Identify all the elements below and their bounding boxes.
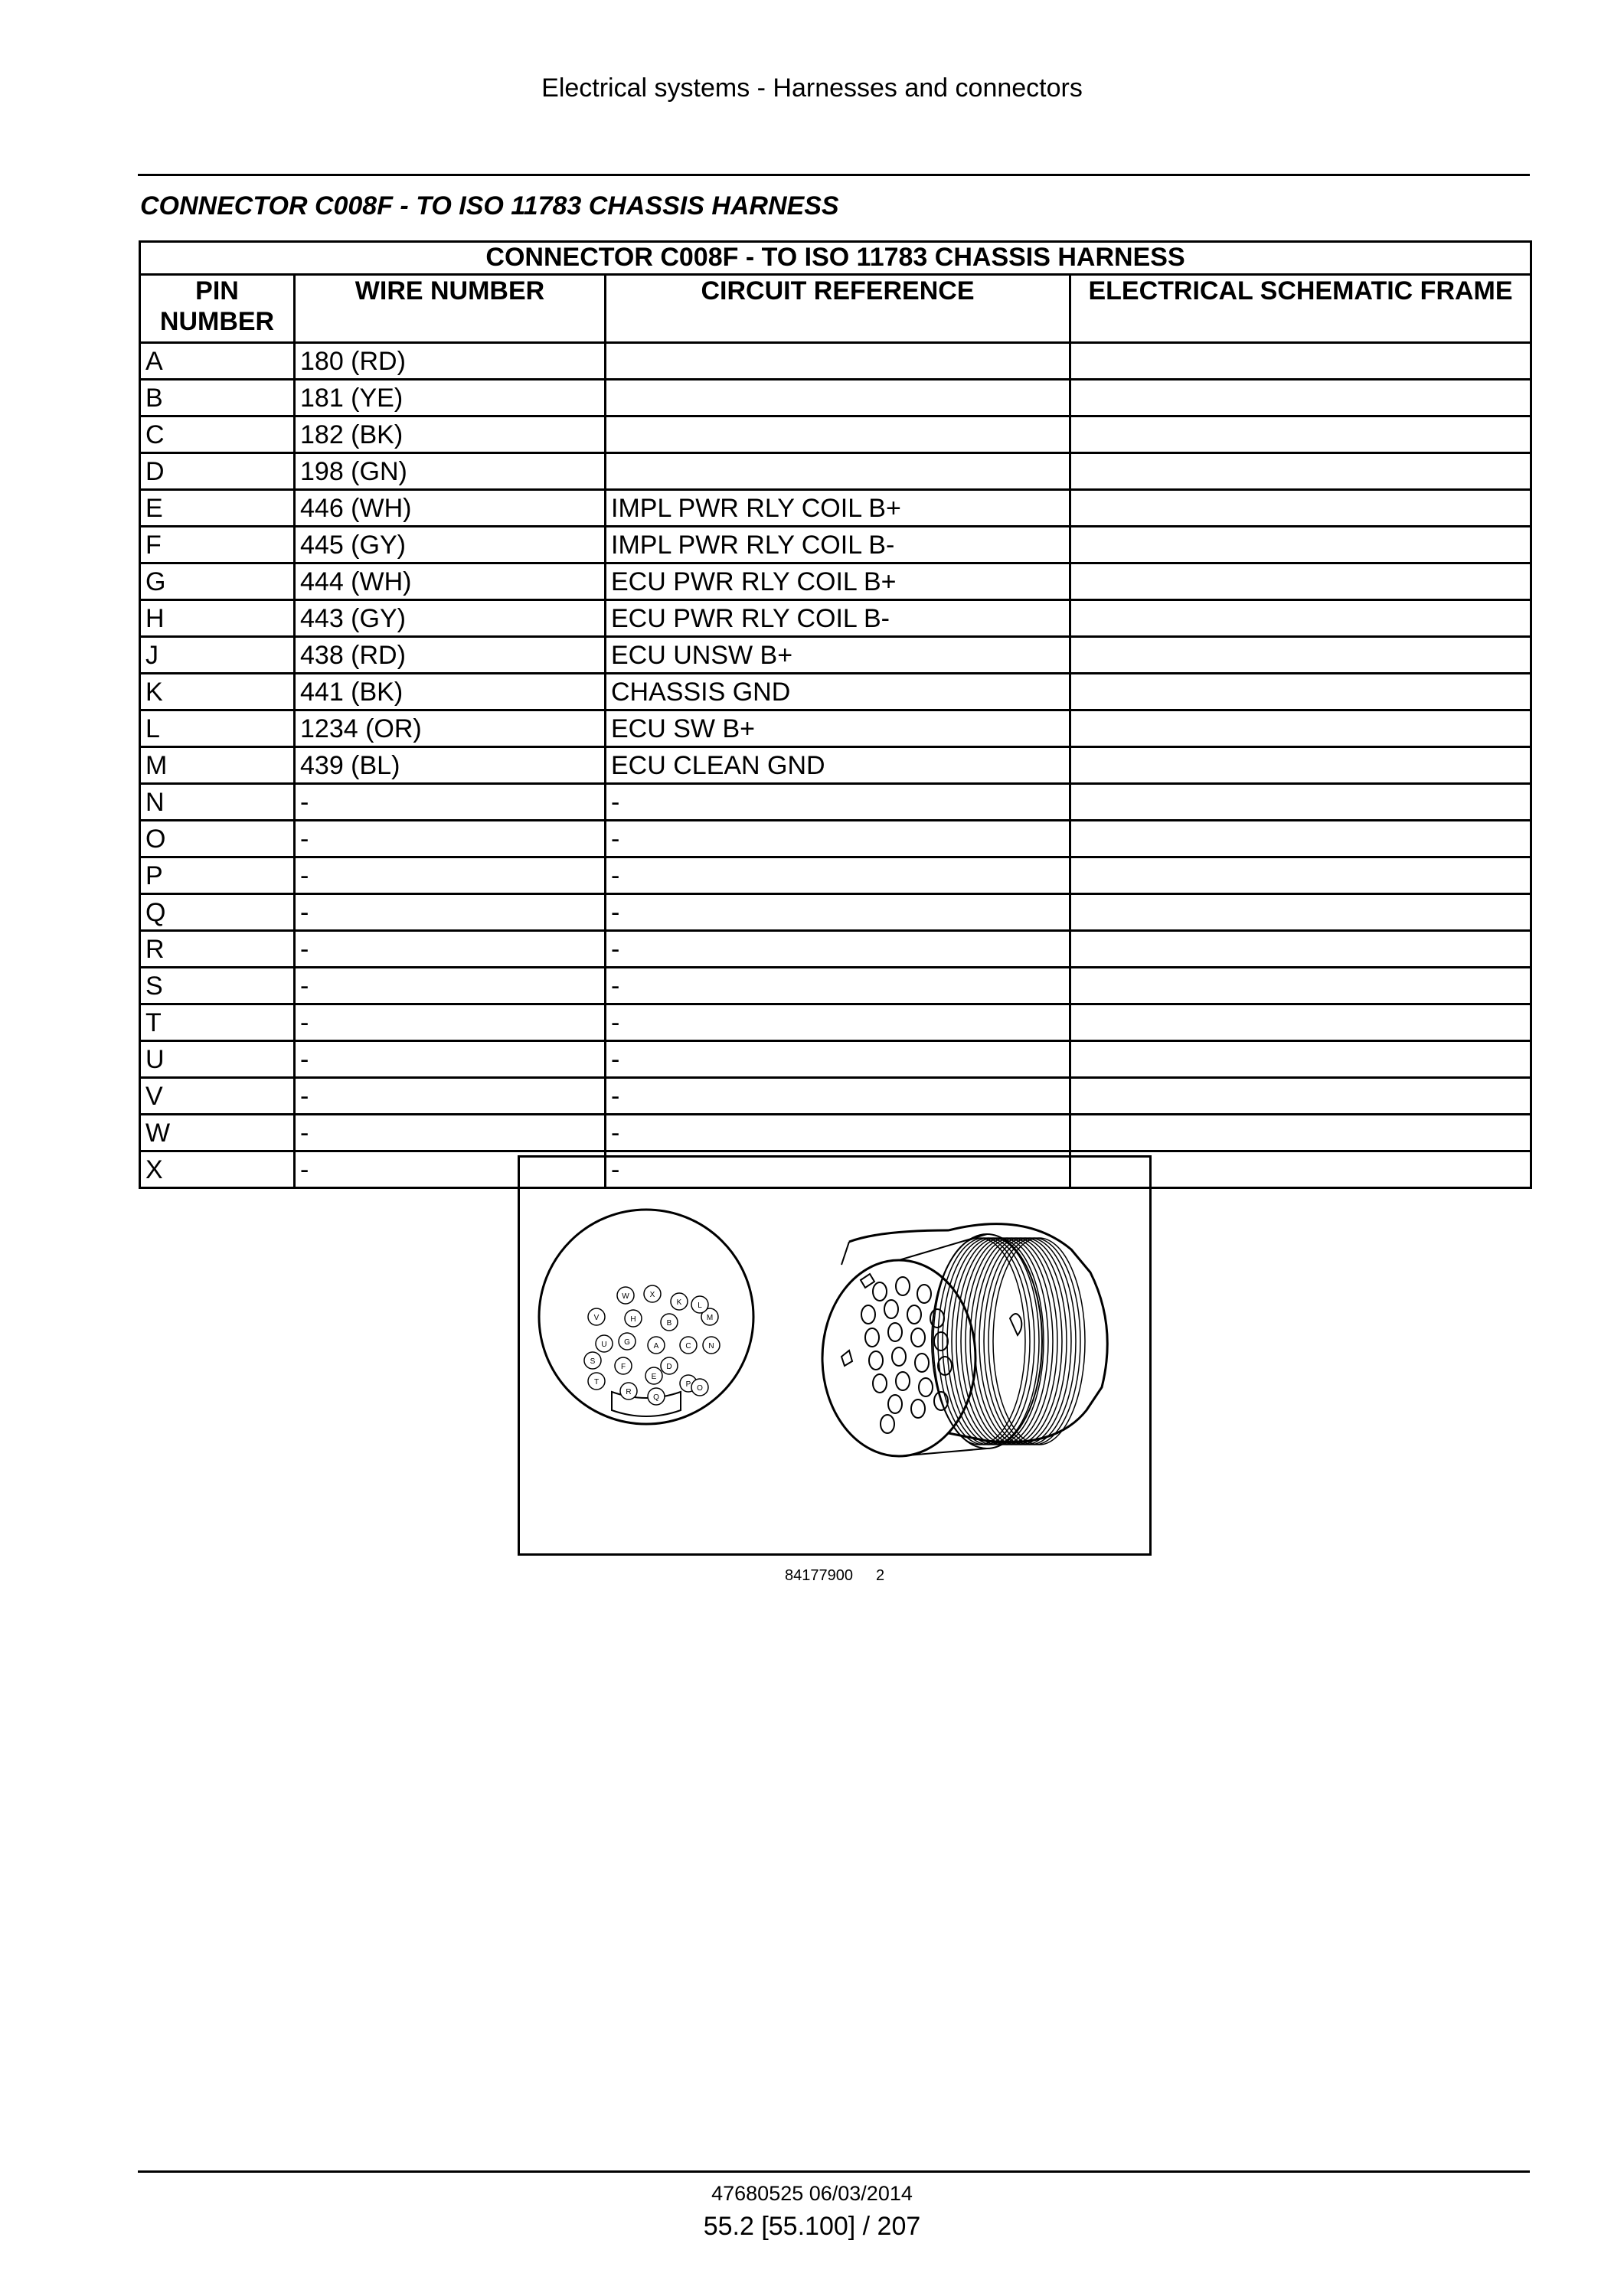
- column-header-schematic-frame: ELECTRICAL SCHEMATIC FRAME: [1070, 275, 1531, 343]
- section-title: CONNECTOR C008F - TO ISO 11783 CHASSIS HARNESS: [140, 191, 839, 220]
- face-pin-label: C: [685, 1342, 691, 1350]
- schematic-frame-cell: [1070, 894, 1531, 931]
- table-row: [140, 821, 1531, 857]
- face-pin-label: R: [626, 1388, 632, 1396]
- connector-perspective-view: [822, 1224, 1107, 1456]
- circuit-reference-cell: IMPL PWR RLY COIL B-: [606, 527, 1070, 563]
- wire-number-cell: 444 (WH): [295, 563, 606, 600]
- wire-number-cell: 180 (RD): [295, 343, 606, 380]
- table-row: [140, 563, 1531, 600]
- circuit-reference-cell: [606, 416, 1070, 453]
- face-pin-label: E: [651, 1373, 657, 1381]
- circuit-reference-cell: -: [606, 784, 1070, 821]
- circuit-reference-cell: ECU PWR RLY COIL B-: [606, 600, 1070, 637]
- schematic-frame-cell: [1070, 490, 1531, 527]
- circuit-reference-cell: -: [606, 1151, 1070, 1188]
- circuit-reference-cell: [606, 380, 1070, 416]
- document-id-date: 47680525 06/03/2014: [711, 2182, 913, 2205]
- perspective-pin-hole: [934, 1332, 948, 1350]
- schematic-frame-cell: [1070, 710, 1531, 747]
- pin-number-cell: V: [140, 1078, 295, 1115]
- table-row: [140, 527, 1531, 563]
- circuit-reference-cell: -: [606, 1115, 1070, 1151]
- face-pin-label: B: [666, 1319, 672, 1328]
- wire-number-cell: 439 (BL): [295, 747, 606, 784]
- wire-number-cell: -: [295, 821, 606, 857]
- pin-number-cell: D: [140, 453, 295, 490]
- table-row: [140, 674, 1531, 710]
- circuit-reference-cell: -: [606, 1041, 1070, 1078]
- schematic-frame-cell: [1070, 1115, 1531, 1151]
- face-pin-label: Q: [653, 1393, 659, 1402]
- circuit-reference-cell: ECU UNSW B+: [606, 637, 1070, 674]
- perspective-pin-hole: [888, 1395, 902, 1413]
- pin-number-cell: B: [140, 380, 295, 416]
- schematic-frame-cell: [1070, 416, 1531, 453]
- circuit-reference-cell: [606, 343, 1070, 380]
- header-rule: [138, 174, 1530, 176]
- schematic-frame-cell: [1070, 1004, 1531, 1041]
- face-pin-label: M: [706, 1314, 714, 1322]
- table-row: [140, 968, 1531, 1004]
- table-row: [140, 1004, 1531, 1041]
- table-row: [140, 1041, 1531, 1078]
- wire-number-cell: 438 (RD): [295, 637, 606, 674]
- pin-number-cell: U: [140, 1041, 295, 1078]
- circuit-reference-cell: IMPL PWR RLY COIL B+: [606, 490, 1070, 527]
- wire-number-cell: 181 (YE): [295, 380, 606, 416]
- face-pin-label: F: [620, 1363, 626, 1371]
- table-row: [140, 600, 1531, 637]
- wire-number-cell: -: [295, 784, 606, 821]
- perspective-pin-hole: [884, 1300, 898, 1318]
- table-row: [140, 343, 1531, 380]
- schematic-frame-cell: [1070, 380, 1531, 416]
- figure-number: 2: [875, 1567, 885, 1584]
- perspective-pin-hole: [888, 1323, 902, 1341]
- schematic-frame-cell: [1070, 1078, 1531, 1115]
- face-pin-label: U: [601, 1341, 607, 1349]
- pin-number-cell: A: [140, 343, 295, 380]
- table-row: [140, 894, 1531, 931]
- wire-number-cell: 445 (GY): [295, 527, 606, 563]
- wire-number-cell: -: [295, 1151, 606, 1188]
- pin-number-cell: E: [140, 490, 295, 527]
- wire-number-cell: 182 (BK): [295, 416, 606, 453]
- perspective-pin-hole: [865, 1328, 879, 1347]
- pin-number-cell: T: [140, 1004, 295, 1041]
- table-row: [140, 453, 1531, 490]
- wire-number-cell: -: [295, 857, 606, 894]
- wire-number-cell: 441 (BK): [295, 674, 606, 710]
- circuit-reference-cell: ECU PWR RLY COIL B+: [606, 563, 1070, 600]
- schematic-frame-cell: [1070, 747, 1531, 784]
- wire-number-cell: 443 (GY): [295, 600, 606, 637]
- pin-number-cell: X: [140, 1151, 295, 1188]
- pin-number-cell: N: [140, 784, 295, 821]
- table-row: [140, 857, 1531, 894]
- schematic-frame-cell: [1070, 857, 1531, 894]
- pin-number-cell: G: [140, 563, 295, 600]
- schematic-frame-cell: [1070, 637, 1531, 674]
- table-row: [140, 380, 1531, 416]
- pin-number-cell: K: [140, 674, 295, 710]
- perspective-pin-hole: [915, 1354, 929, 1372]
- column-header-pin-number: PIN NUMBER: [140, 275, 295, 343]
- wire-number-cell: 1234 (OR): [295, 710, 606, 747]
- schematic-frame-cell: [1070, 600, 1531, 637]
- circuit-reference-cell: -: [606, 931, 1070, 968]
- wire-number-cell: -: [295, 1078, 606, 1115]
- circuit-reference-cell: -: [606, 821, 1070, 857]
- pin-number-cell: F: [140, 527, 295, 563]
- face-pin-label: L: [698, 1302, 702, 1310]
- pin-number-cell: H: [140, 600, 295, 637]
- column-header-wire-number: WIRE NUMBER: [295, 275, 606, 343]
- table-caption: CONNECTOR C008F - TO ISO 11783 CHASSIS HARNESS: [140, 242, 1531, 275]
- schematic-frame-cell: [1070, 527, 1531, 563]
- circuit-reference-cell: -: [606, 894, 1070, 931]
- wire-number-cell: -: [295, 968, 606, 1004]
- table-row: [140, 490, 1531, 527]
- perspective-pin-hole: [892, 1347, 906, 1366]
- schematic-frame-cell: [1070, 563, 1531, 600]
- pin-number-cell: S: [140, 968, 295, 1004]
- figure-id: 84177900: [785, 1567, 853, 1584]
- face-pin-label: T: [593, 1378, 600, 1386]
- pin-number-cell: R: [140, 931, 295, 968]
- schematic-frame-cell: [1070, 1041, 1531, 1078]
- schematic-frame-cell: [1070, 931, 1531, 968]
- face-pin-label: W: [622, 1292, 629, 1301]
- circuit-reference-cell: -: [606, 857, 1070, 894]
- face-pin-label: K: [676, 1298, 682, 1307]
- face-pin-label: G: [624, 1338, 630, 1347]
- perspective-pin-hole: [896, 1277, 910, 1295]
- circuit-reference-cell: -: [606, 1078, 1070, 1115]
- perspective-pin-hole: [911, 1399, 925, 1418]
- perspective-pin-hole: [919, 1378, 933, 1396]
- perspective-pin-hole: [917, 1285, 931, 1303]
- wire-number-cell: -: [295, 1115, 606, 1151]
- pin-number-cell: M: [140, 747, 295, 784]
- page-reference: 55.2 [55.100] / 207: [703, 2212, 921, 2241]
- wire-number-cell: -: [295, 1004, 606, 1041]
- wire-number-cell: -: [295, 894, 606, 931]
- wire-number-cell: 446 (WH): [295, 490, 606, 527]
- table-row: [140, 747, 1531, 784]
- face-pin-label: D: [666, 1363, 672, 1371]
- perspective-pin-hole: [861, 1305, 875, 1324]
- pin-number-cell: Q: [140, 894, 295, 931]
- schematic-frame-cell: [1070, 453, 1531, 490]
- table-row: [140, 931, 1531, 968]
- circuit-reference-cell: -: [606, 1004, 1070, 1041]
- table-row: [140, 637, 1531, 674]
- face-pin-label: A: [653, 1342, 659, 1350]
- schematic-frame-cell: [1070, 784, 1531, 821]
- schematic-frame-cell: [1070, 821, 1531, 857]
- perspective-pin-hole: [911, 1328, 925, 1347]
- face-pin-label: H: [630, 1315, 636, 1324]
- perspective-pin-hole: [869, 1351, 883, 1370]
- table-row: [140, 1078, 1531, 1115]
- pin-number-cell: W: [140, 1115, 295, 1151]
- pin-number-cell: P: [140, 857, 295, 894]
- perspective-pin-hole: [873, 1282, 887, 1301]
- schematic-frame-cell: [1070, 968, 1531, 1004]
- connector-pin-table: [139, 240, 1532, 1189]
- connector-face-view: [539, 1210, 753, 1424]
- circuit-reference-cell: ECU CLEAN GND: [606, 747, 1070, 784]
- pin-number-cell: L: [140, 710, 295, 747]
- table-row: [140, 416, 1531, 453]
- footer-rule: [138, 2170, 1530, 2173]
- wire-number-cell: -: [295, 931, 606, 968]
- circuit-reference-cell: [606, 453, 1070, 490]
- schematic-frame-cell: [1070, 674, 1531, 710]
- face-pin-label: S: [590, 1357, 596, 1366]
- face-pin-label: P: [685, 1380, 691, 1389]
- connector-illustration: [520, 1158, 1149, 1553]
- circuit-reference-cell: -: [606, 968, 1070, 1004]
- face-pin-label: N: [708, 1342, 714, 1350]
- column-header-circuit-reference: CIRCUIT REFERENCE: [606, 275, 1070, 343]
- wire-number-cell: -: [295, 1041, 606, 1078]
- face-pin-label: V: [593, 1314, 600, 1322]
- figure-caption: [785, 1567, 907, 1585]
- perspective-pin-hole: [907, 1305, 921, 1324]
- perspective-pin-hole: [896, 1372, 910, 1390]
- circuit-reference-cell: ECU SW B+: [606, 710, 1070, 747]
- circuit-reference-cell: CHASSIS GND: [606, 674, 1070, 710]
- pin-number-cell: C: [140, 416, 295, 453]
- page-header: Electrical systems - Harnesses and connectors: [541, 73, 1083, 103]
- pin-number-cell: J: [140, 637, 295, 674]
- face-pin-label: X: [649, 1291, 655, 1299]
- connector-figure: [518, 1155, 1152, 1556]
- face-pin-label: O: [697, 1384, 703, 1393]
- table-row: [140, 784, 1531, 821]
- perspective-pin-hole: [881, 1415, 894, 1433]
- schematic-frame-cell: [1070, 343, 1531, 380]
- table-row: [140, 1115, 1531, 1151]
- pin-number-cell: O: [140, 821, 295, 857]
- perspective-pin-hole: [873, 1374, 887, 1393]
- table-row: [140, 710, 1531, 747]
- wire-number-cell: 198 (GN): [295, 453, 606, 490]
